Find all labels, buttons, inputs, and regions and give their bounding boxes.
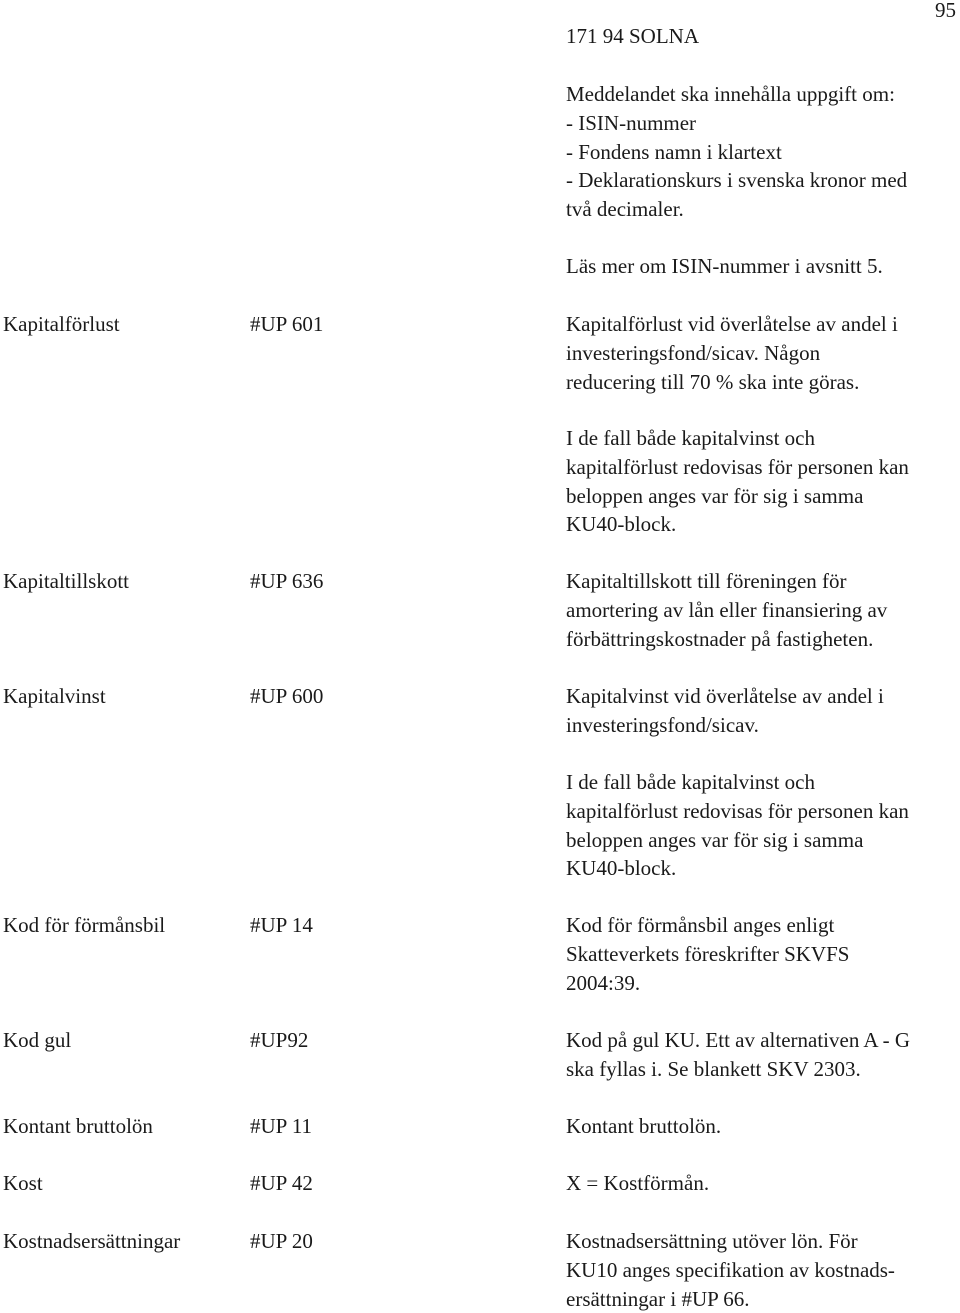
note-line: KU40-block. xyxy=(566,856,677,881)
note-line: beloppen anges var för sig i samma xyxy=(566,827,864,852)
term-name: Kost xyxy=(3,1171,43,1195)
note-line: I de fall både kapitalvinst och xyxy=(566,770,815,794)
term-description xyxy=(566,1026,958,1084)
note-line: kapitalförlust redovisas för personen kan xyxy=(566,798,909,823)
description-line: ska fyllas i. Se blankett SKV 2303. xyxy=(566,1056,861,1081)
description-line: Kapitalvinst vid överlåtelse av andel i xyxy=(566,684,884,708)
message-line: - ISIN-nummer xyxy=(566,110,697,135)
term-description xyxy=(566,1227,958,1313)
term-description xyxy=(566,567,958,653)
term-code: #UP 601 xyxy=(250,312,324,336)
term-note xyxy=(566,768,958,883)
description-line: KU10 anges specifikation av kostnads- xyxy=(566,1257,895,1282)
term-name: Kostnadsersättningar xyxy=(3,1229,181,1253)
address-line: 171 94 SOLNA xyxy=(566,24,700,48)
term-name: Kod för förmånsbil xyxy=(3,913,166,937)
term-name: Kapitalvinst xyxy=(3,684,106,708)
term-description xyxy=(566,310,958,396)
term-name: Kod gul xyxy=(3,1028,72,1052)
message-line: - Deklarationskurs i svenska kronor med xyxy=(566,168,908,193)
message-requirements xyxy=(566,80,958,224)
message-line: två decimaler. xyxy=(566,197,684,222)
description-line: investeringsfond/sicav. xyxy=(566,712,759,737)
description-line: Kontant bruttolön. xyxy=(566,1114,722,1138)
description-line: Kapitaltillskott till föreningen för xyxy=(566,569,847,593)
description-line: Skatteverkets föreskrifter SKVFS xyxy=(566,941,850,966)
description-line: 2004:39. xyxy=(566,970,641,995)
description-line: amortering av lån eller finansiering av xyxy=(566,597,888,622)
term-code: #UP92 xyxy=(250,1028,309,1052)
term-name: Kontant bruttolön xyxy=(3,1114,153,1138)
description-line: ersättningar i #UP 66. xyxy=(566,1286,750,1311)
term-code: #UP 600 xyxy=(250,684,324,708)
term-description xyxy=(566,911,958,997)
term-name: Kapitaltillskott xyxy=(3,569,129,593)
term-description xyxy=(566,682,958,740)
term-code: #UP 20 xyxy=(250,1229,313,1253)
term-description xyxy=(566,1112,958,1141)
term-code: #UP 636 xyxy=(250,569,324,593)
description-line: investeringsfond/sicav. Någon xyxy=(566,340,821,365)
description-line: X = Kostförmån. xyxy=(566,1171,710,1195)
note-line: beloppen anges var för sig i samma xyxy=(566,483,864,508)
message-line: Meddelandet ska innehålla uppgift om: xyxy=(566,82,895,106)
read-more-note: Läs mer om ISIN-nummer i avsnitt 5. xyxy=(566,254,883,278)
note-line: I de fall både kapitalvinst och xyxy=(566,426,815,450)
message-line: - Fondens namn i klartext xyxy=(566,139,782,164)
term-code: #UP 14 xyxy=(250,913,313,937)
note-line: kapitalförlust redovisas för personen kan xyxy=(566,454,909,479)
description-line: Kostnadsersättning utöver lön. För xyxy=(566,1229,858,1253)
term-note xyxy=(566,424,958,539)
page-number: 95 xyxy=(935,0,956,22)
description-line: Kod på gul KU. Ett av alternativen A - G xyxy=(566,1028,911,1052)
term-description xyxy=(566,1169,958,1198)
description-line: reducering till 70 % ska inte göras. xyxy=(566,369,860,394)
note-line: KU40-block. xyxy=(566,512,677,537)
description-line: förbättringskostnader på fastigheten. xyxy=(566,626,874,651)
term-code: #UP 11 xyxy=(250,1114,313,1138)
description-line: Kod för förmånsbil anges enligt xyxy=(566,913,835,937)
term-code: #UP 42 xyxy=(250,1171,313,1195)
description-line: Kapitalförlust vid överlåtelse av andel i xyxy=(566,312,898,336)
term-name: Kapitalförlust xyxy=(3,312,120,336)
